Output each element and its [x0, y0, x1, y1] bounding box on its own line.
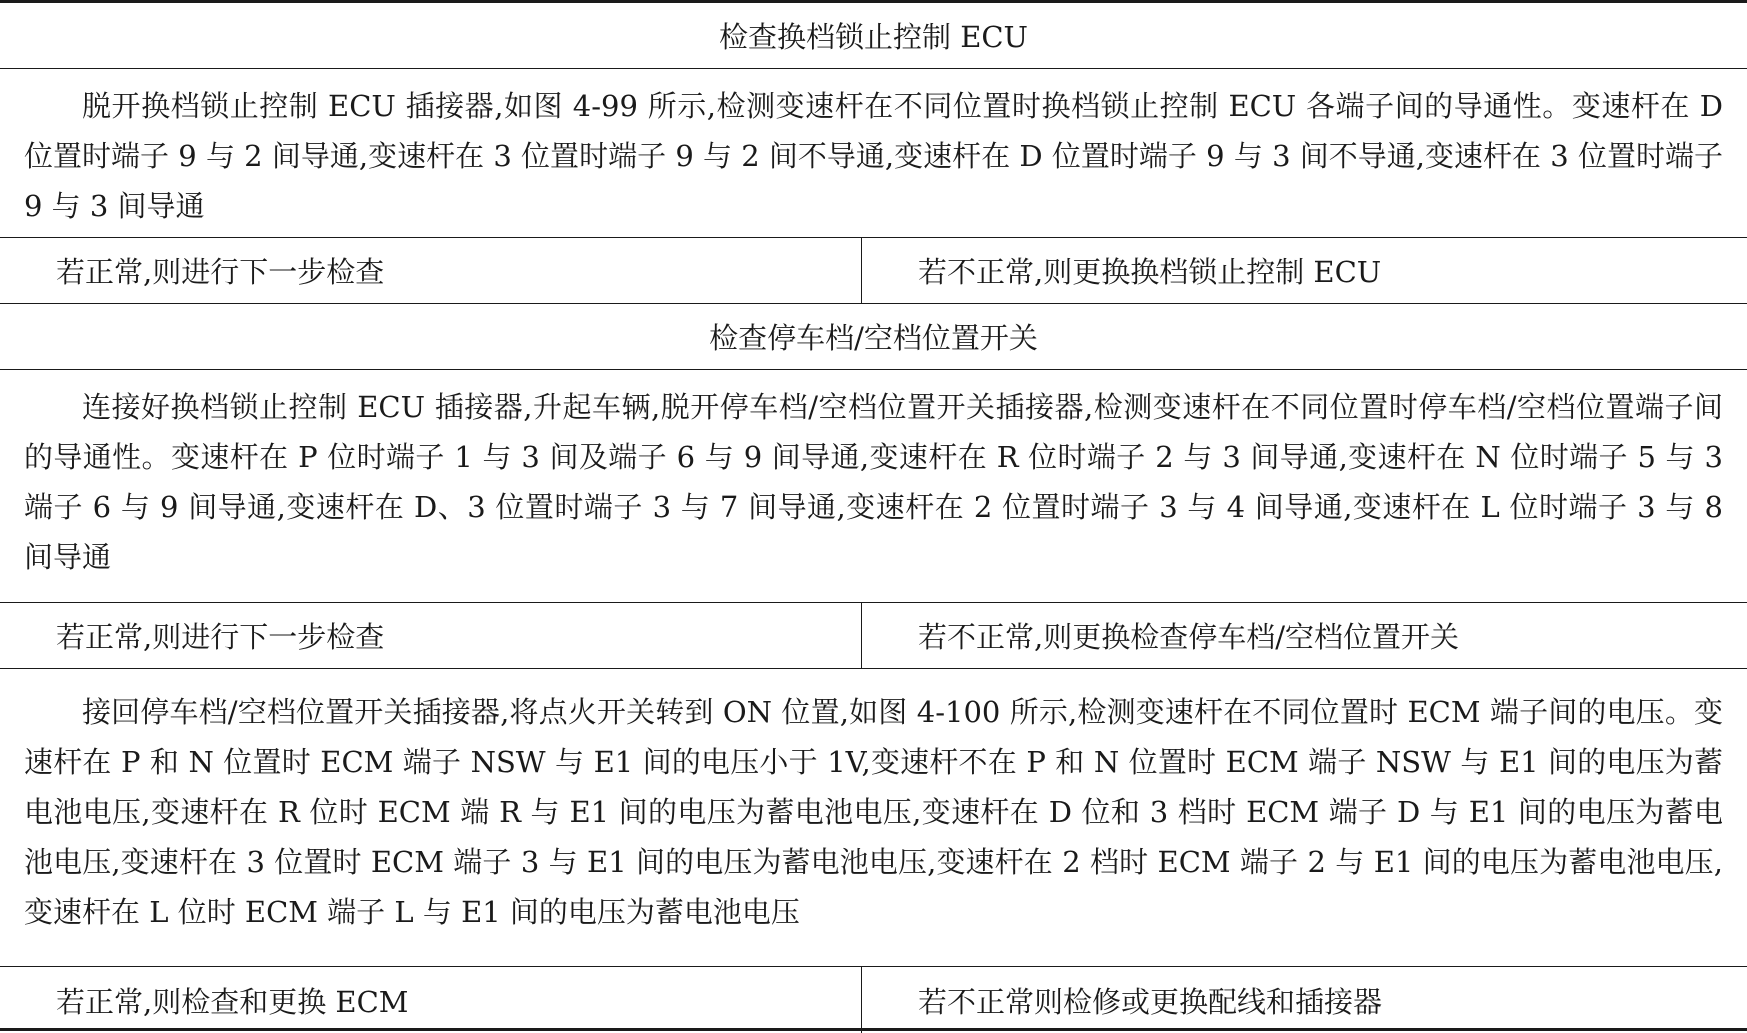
result-row — [0, 603, 1747, 669]
normal-result: 若正常,则进行下一步检查 — [0, 238, 862, 303]
normal-result: 若正常,则进行下一步检查 — [0, 603, 862, 668]
section-title-text: 检查停车档/空档位置开关 — [709, 321, 1038, 355]
result-row — [0, 967, 1747, 1033]
result-row — [0, 238, 1747, 304]
section-description — [0, 669, 1747, 967]
normal-result: 若正常,则检查和更换 ECM — [0, 967, 862, 1033]
section-title — [0, 3, 1747, 69]
abnormal-result: 若不正常,则更换检查停车档/空档位置开关 — [918, 620, 1459, 654]
abnormal-result: 若不正常则检修或更换配线和插接器 — [918, 984, 1383, 1019]
section-description-text: 接回停车档/空档位置开关插接器,将点火开关转到 ON 位置,如图 4-100 所示,检测变速杆在不同位置时 ECM 端子间的电压。变速杆在 P 和 N 位置时 ECM 端子 NSW 与 E1 间的电压小于 1V,变速杆不在 P 和 N 位置时 ECM 端子 NSW 与 E1 间的电压为蓄电池电压,变速杆在 R 位时 ECM 端 R 与 E1 间的电压为蓄电池电压,变速杆在 D 位和 3 档时 ECM 端子 D 与 E1 间的电压为蓄电池电压,变速杆在 3 位置时 ECM 端子 3 与 E1 间的电压为蓄电池电压,变速杆在 2 档时 ECM 端子 2 与 E1 间的电压为蓄电池电压,变速杆在 L 位时 ECM 端子 L 与 E1 间的电压为蓄电池电压 — [24, 695, 1723, 929]
section-description-text: 连接好换档锁止控制 ECU 插接器,升起车辆,脱开停车档/空档位置开关插接器,检测变速杆在不同位置时停车档/空档位置端子间的导通性。变速杆在 P 位时端子 1 与 3 间及端子 6 与 9 间导通,变速杆在 R 位时端子 2 与 3 间导通,变速杆在 N 位时端子 5 与 3 端子 6 与 9 间导通,变速杆在 D、3 位置时端子 3 与 7 间导通,变速杆在 2 位置时端子 3 与 4 间导通,变速杆在 L 位时端子 3 与 8 间导通 — [24, 390, 1723, 574]
section-title — [0, 304, 1747, 370]
section-description-text: 脱开换档锁止控制 ECU 插接器,如图 4-99 所示,检测变速杆在不同位置时换档锁止控制 ECU 各端子间的导通性。变速杆在 D 位置时端子 9 与 2 间导通,变速杆在 3 位置时端子 9 与 2 间不导通,变速杆在 D 位置时端子 9 与 3 间不导通,变速杆在 3 位置时端子 9 与 3 间导通 — [24, 89, 1723, 223]
section-description — [0, 370, 1747, 603]
section-title-text: 检查换档锁止控制 ECU — [718, 20, 1029, 54]
section-description — [0, 69, 1747, 238]
abnormal-result: 若不正常,则更换换档锁止控制 ECU — [918, 255, 1382, 289]
